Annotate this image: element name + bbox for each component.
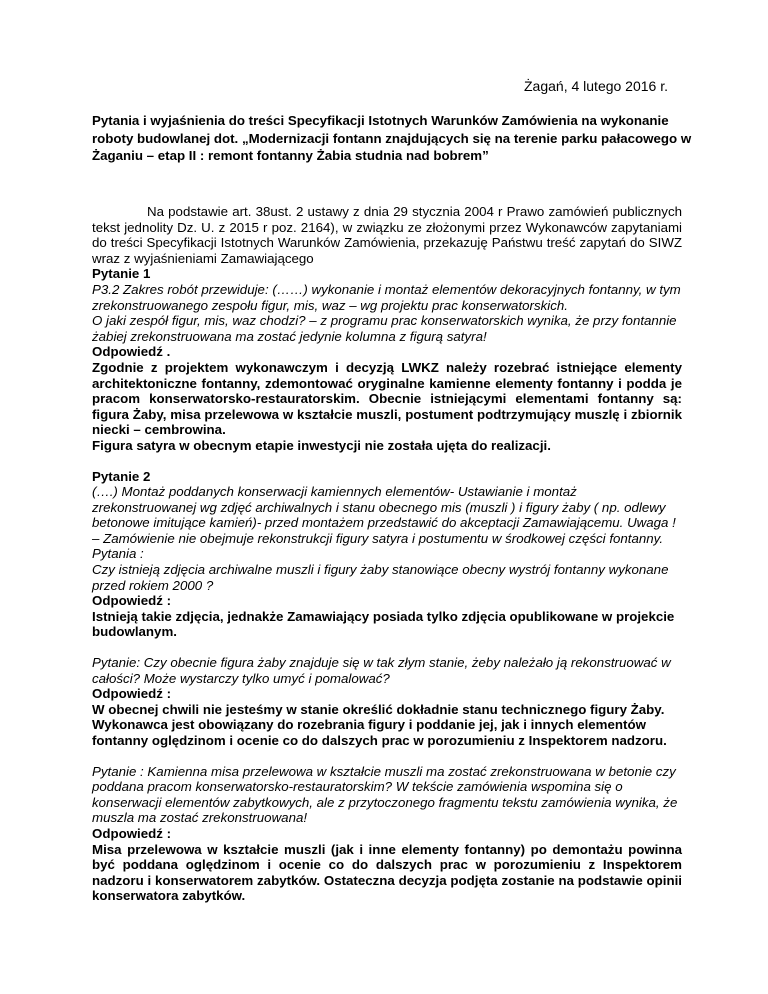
answer-4-heading: Odpowiedź : bbox=[92, 825, 172, 841]
question-1-text: P3.2 Zakres robót przewiduje: (……) wykonanie i montaż elementów dekoracyjnych fontanny, w tym zrekonstruowanego zespołu figur, mis, waz – wg projektu prac konserwatorskich. bbox=[92, 281, 681, 313]
intro-paragraph: Na podstawie art. 38ust. 2 ustawy z dnia 29 stycznia 2004 r Prawo zamówień publicznych tekst jednolity Dz. U. z 2015 r poz. 2164), w związku ze złożonymi przez Wykonawców zapytaniami do treści Specyfikacji Istotnych Warunków Zamówienia, przekazuję Państwu treść zapytań do SIWZ wraz z wyjaśnieniami Zamawiającego bbox=[92, 204, 682, 266]
answer-2-text: Istnieją takie zdjęcia, jednakże Zamawiający posiada tylko zdjęcia opublikowane w projekcie budowlanym. bbox=[92, 608, 675, 640]
document-body bbox=[92, 204, 682, 904]
question-4-text: Pytanie : Kamienna misa przelewowa w kształcie muszli ma zostać zrekonstruowana w betonie czy poddana pracom konserwatorsko-restauratorskim? W tekście zamówienia wspomina się o konserwacji elementów zabytkowych, ale z przytoczonego fragmentu tekstu zamówienia wynika, że muszla ma zostać zrekonstruowana! bbox=[92, 763, 678, 826]
question-2-heading: Pytanie 2 bbox=[92, 468, 151, 484]
document-date: Żagań, 4 lutego 2016 r. bbox=[524, 78, 668, 94]
question-1-text-2: O jaki zespół figur, mis, waz chodzi? – z programu prac konserwatorskich wynika, że przy fontannie żabiej zrekonstruowana ma zostać jedynie kolumna z figurą satyra! bbox=[92, 313, 677, 344]
question-2-text: (….) Montaż poddanych konserwacji kamiennych elementów- Ustawianie i montaż zrekonstruowanej wg zdjęć archiwalnych i stanu obecnego mis (muszli ) i figury żaby ( np. odlewy betonowe imitujące kamień)- przed montażem przedstawić do akceptacji Zamawiającemu. Uwaga ! – Zamówienie nie obejmuje rekonstrukcji figury satyra i postumentu w środkowej części fontanny. Pytania : bbox=[92, 484, 676, 562]
answer-3-heading: Odpowiedź : bbox=[92, 686, 172, 702]
answer-2-heading: Odpowiedź : bbox=[92, 593, 172, 609]
answer-1-text-2: Figura satyra w obecnym etapie inwestycji nie została ujęta do realizacji. bbox=[92, 437, 551, 453]
question-2-text-2: Czy istnieją zdjęcia archiwalne muszli i figury żaby stanowiące obecny wystrój fontanny wykonane przed rokiem 2000 ? bbox=[92, 562, 669, 593]
answer-1-text: Zgodnie z projektem wykonawczym i decyzją LWKZ należy rozebrać istniejące elementy architektoniczne fontanny, zdemontować oryginalne kamienne elementy fontanny i podda je pracom konserwatorsko-restauratorskim. Obecnie istniejącymi elementami fontanny są: figura Żaby, misa przelewowa w kształcie muszli, postument podtrzymujący muszlę i zbiornik niecki – cembrowina. bbox=[92, 359, 682, 438]
answer-3-text: W obecnej chwili nie jesteśmy w stanie określić dokładnie stanu technicznego figury Żaby. Wykonawca jest obowiązany do rozebrania figury i poddanie jej, jak i innych elementów fontanny oględzinom i ocenie co do dalszych prac w porozumieniu z Inspektorem nadzoru. bbox=[92, 701, 667, 748]
question-3-text: Pytanie: Czy obecnie figura żaby znajduje się w tak złym stanie, żeby należało ją rekonstruować w całości? Może wystarczy tylko umyć i pomalować? bbox=[92, 655, 671, 686]
question-1-heading: Pytanie 1 bbox=[92, 266, 151, 282]
document-title: Pytania i wyjaśnienia do treści Specyfikacji Istotnych Warunków Zamówienia na wykonanie roboty budowlanej dot. „Modernizacji fontann znajdujących się na terenie parku pałacowego w Żaganiu – etap II : remont fontanny Żabia studnia nad bobrem” bbox=[92, 113, 692, 163]
answer-4-text: Misa przelewowa w kształcie muszli (jak i inne elementy fontanny) po demontażu powinna być poddana oględzinom i ocenie co do dalszych prac w porozumieniu z Inspektorem nadzoru i konserwatorem zabytków. Ostateczna decyzja podjęta zostanie na podstawie opinii konserwatora zabytków. bbox=[92, 841, 682, 904]
answer-1-heading: Odpowiedź . bbox=[92, 344, 171, 360]
